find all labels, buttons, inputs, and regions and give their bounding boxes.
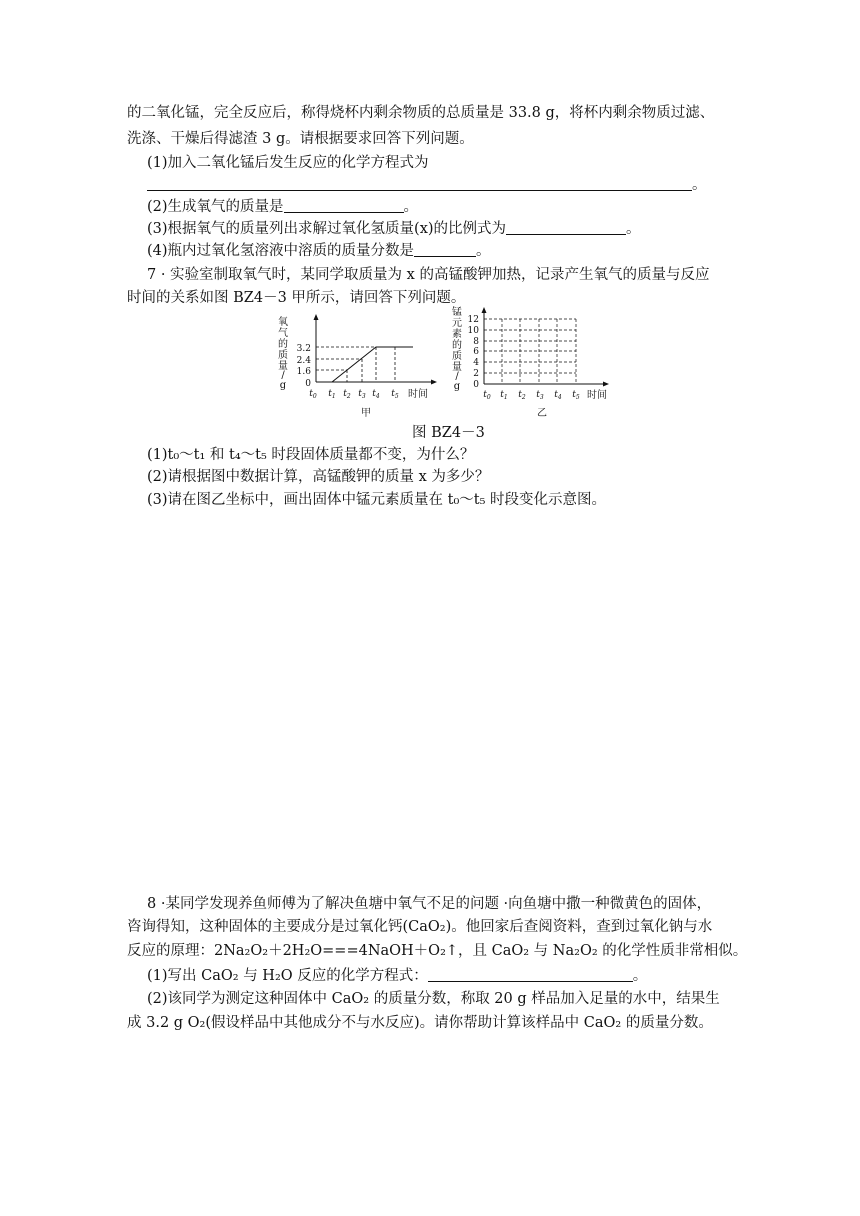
svg-text:4: 4 <box>473 358 479 368</box>
y-axis-label <box>278 315 288 391</box>
svg-text:t2: $t_2$ <box>343 389 351 400</box>
chart-yi <box>452 305 609 419</box>
y-axis-label <box>452 305 462 392</box>
oxygen-mass-line <box>332 347 413 382</box>
svg-text:/: / <box>281 370 285 381</box>
svg-text:t3: $t_3$ <box>358 389 366 400</box>
svg-text:g: g <box>453 381 461 392</box>
svg-text:t0: $t_0$ <box>483 390 491 401</box>
q8-stem-1: 8 ·某同学发现养鱼师傅为了解决鱼塘中氧气不足的问题 ·向鱼塘中撒一种微黄色的固体， <box>147 896 712 912</box>
q8-stem-3: 反应的原理：2Na₂O₂＋2H₂O===4NaOH＋O₂↑，且 CaO₂ 与 Na₂O₂ 的化学性质非常相似。 <box>127 943 748 959</box>
period: 。 <box>403 199 419 215</box>
svg-text:素: 素 <box>452 329 462 340</box>
svg-text:t1: $t_1$ <box>328 389 336 400</box>
q6-part4 <box>147 241 747 261</box>
svg-text:t3: $t_3$ <box>536 390 544 401</box>
y-tick-1.6: 1.6 <box>296 367 311 377</box>
answer-blank[interactable] <box>428 967 633 982</box>
q6-part1-answer-line <box>147 175 747 195</box>
y-tick-3.2: 3.2 <box>296 344 311 354</box>
q8-part1 <box>147 966 747 986</box>
q6-part3-text: (3)根据氧气的质量列出求解过氧化氢质量(x)的比例式为 <box>147 221 507 237</box>
period: 。 <box>692 177 707 193</box>
x-axis-label: 时间 <box>587 390 607 401</box>
svg-text:量: 量 <box>452 362 462 373</box>
svg-text:的: 的 <box>452 340 462 351</box>
period: 。 <box>626 221 641 237</box>
svg-text:12: 12 <box>467 315 479 325</box>
grid <box>484 319 576 384</box>
q8-part2-line1: (2)该同学为测定这种固体中 CaO₂ 的质量分数，称取 20 g 样品加入足量的水中，结果生 <box>147 991 720 1007</box>
q6-part1: (1)加入二氧化锰后发生反应的化学方程式为 <box>147 155 429 171</box>
svg-text:锰: 锰 <box>452 307 462 318</box>
y-tick-2.4: 2.4 <box>296 356 311 366</box>
svg-text:t5: $t_5$ <box>391 389 399 400</box>
chart-jia <box>278 314 437 419</box>
svg-text:的: 的 <box>278 339 288 350</box>
q6-part2 <box>147 197 747 217</box>
svg-text:元: 元 <box>452 318 462 329</box>
x-axis-arrow <box>603 382 609 387</box>
svg-text:质: 质 <box>452 351 462 362</box>
q7-stem-2: 时间的关系如图 BZ4－3 甲所示，请回答下列问题。 <box>127 290 466 306</box>
answer-blank[interactable] <box>506 220 626 235</box>
figure-bz4-3 <box>270 305 620 420</box>
q8-part2-line2: 成 3.2 g O₂(假设样品中其他成分不与水反应)。请你帮助计算该样品中 CaO₂ 的质量分数。 <box>127 1015 713 1031</box>
q6-part3 <box>147 219 747 239</box>
svg-text:2: 2 <box>473 369 479 379</box>
svg-text:6: 6 <box>473 347 479 357</box>
svg-text:t5: $t_5$ <box>572 390 580 401</box>
x-axis-label: 时间 <box>408 389 428 400</box>
q7-part3: (3)请在图乙坐标中，画出固体中锰元素质量在 t₀～t₅ 时段变化示意图。 <box>147 492 607 508</box>
svg-text:0: 0 <box>473 380 479 390</box>
answer-blank[interactable] <box>414 242 476 257</box>
period: 。 <box>632 968 648 984</box>
text-line-2: 洗涤、干燥后得滤渣 3 g。请根据要求回答下列问题。 <box>127 131 474 147</box>
answer-blank[interactable] <box>147 176 692 191</box>
svg-text:10: 10 <box>467 326 479 336</box>
x-axis-arrow <box>431 380 437 385</box>
svg-text:8: 8 <box>473 337 479 347</box>
svg-text:t2: $t_2$ <box>518 390 526 401</box>
q7-stem-1: 7 · 实验室制取氧气时，某同学取质量为 x 的高锰酸钾加热，记录产生氧气的质量与反应 <box>147 267 710 283</box>
svg-text:t4: $t_4$ <box>554 390 562 401</box>
q8-part1-text: (1)写出 CaO₂ 与 H₂O 反应的化学方程式： <box>147 968 428 984</box>
chart-yi-title: 乙 <box>537 408 547 419</box>
y-axis-arrow <box>482 307 487 313</box>
svg-text:量: 量 <box>278 361 288 372</box>
q7-part1: (1)t₀～t₁ 和 t₄～t₅ 时段固体质量都不变，为什么？ <box>147 447 475 463</box>
svg-text:t4: $t_4$ <box>372 389 380 400</box>
svg-text:/: / <box>455 371 459 382</box>
q6-part2-text: (2)生成氧气的质量是 <box>147 199 284 215</box>
y-axis-arrow <box>314 314 319 320</box>
q7-part2: (2)请根据图中数据计算，高锰酸钾的质量 x 为多少？ <box>147 469 490 485</box>
svg-text:质: 质 <box>278 350 288 361</box>
q6-part4-text: (4)瓶内过氧化氢溶液中溶质的质量分数是 <box>147 243 415 259</box>
svg-text:t1: $t_1$ <box>500 390 508 401</box>
chart-jia-title: 甲 <box>361 408 371 419</box>
text-line-1: 的二氧化锰，完全反应后，称得烧杯内剩余物质的总质量是 33.8 g，将杯内剩余物质过滤、 <box>127 105 715 121</box>
figure-caption: 图 BZ4－3 <box>412 425 485 441</box>
svg-text:氧: 氧 <box>278 317 288 328</box>
svg-text:气: 气 <box>278 328 288 339</box>
svg-text:g: g <box>279 380 287 391</box>
answer-blank[interactable] <box>284 198 404 213</box>
period: 。 <box>476 243 491 259</box>
q8-stem-2: 咨询得知，这种固体的主要成分是过氧化钙(CaO₂)。他回家后查阅资料，查到过氧化钠与水 <box>127 919 713 935</box>
svg-text:t0: $t_0$ <box>309 389 317 400</box>
y-tick-0: 0 <box>305 379 311 389</box>
